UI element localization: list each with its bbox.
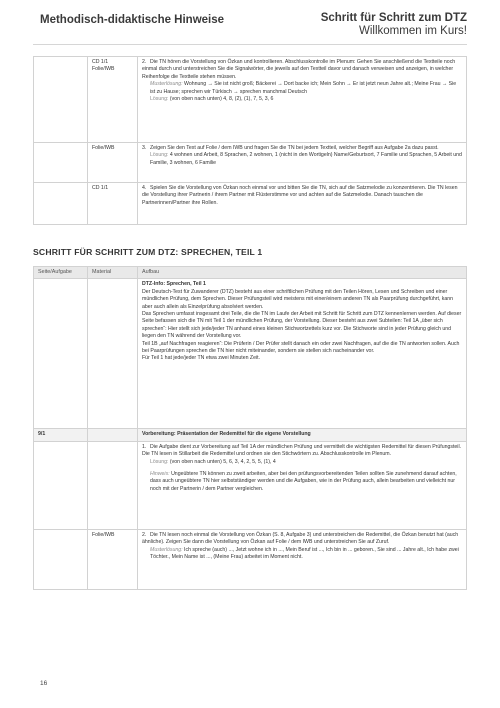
- dtz-info-title: DTZ-Info: Sprechen, Teil 1: [142, 281, 206, 288]
- muster-label: Musterlösung:: [150, 546, 183, 553]
- material-cell: [88, 279, 138, 429]
- header-right: [321, 12, 467, 38]
- material-label: CD 1/1: [92, 185, 109, 191]
- loesung-label: Lösung:: [150, 152, 169, 159]
- header-divider: [33, 44, 467, 45]
- material-cell: [88, 429, 138, 441]
- page-cell: [34, 441, 88, 529]
- material-label: Folie/IWB: [92, 66, 115, 73]
- table-row: [34, 441, 467, 529]
- muster-label: Musterlösung:: [150, 81, 183, 88]
- content-cell: [138, 441, 467, 529]
- page-cell: 9/1: [34, 429, 88, 441]
- hinweis-label: Hinweis:: [150, 471, 170, 478]
- step-text: Die Aufgabe dient zur Vorbereitung auf Teil 1A der mündlichen Prüfung und vermittelt die wichtigsten Redemittel für diesen Prüfungsteil. Die TN lesen in Stillarbeit die Redemittel und ordnen sie den Stichwörtern zu. Abschlusskontrolle im Plenum.: [142, 443, 462, 458]
- column-header: Seite/Aufgabe: [34, 267, 88, 279]
- top-table: [33, 56, 467, 225]
- loesung-text: (von oben nach unten) 4, 8, (2), (1), 7, 5, 3, 6: [169, 96, 274, 103]
- dtz-info-paragraph: Teil 1B „auf Nachfragen reagieren“: Die Prüferin / Der Prüfer stellt danach ein oder zwei Nachfragen, auf die die TN antworten sollen. Auch bei Paarprüfungen sprechen die TN hier nicht miteinander, sondern sie stellen sich nacheinander vor.: [142, 340, 460, 355]
- muster-text: Ich spreche (auch) ..., Jetzt wohne ich in ..., Mein Beruf ist ..., Ich bin in ... geboren., Sie sind ... Jahre alt., Ich habe zwei Töchter., Mein Name ist ..., (Meine Frau) arbeitet im Moment nicht.: [150, 546, 459, 561]
- content-cell: [138, 529, 467, 589]
- step-number: 3.: [142, 145, 147, 151]
- step-number: 2.: [142, 59, 147, 65]
- loesung-label: Lösung:: [150, 96, 169, 103]
- bottom-table: [33, 266, 467, 590]
- page-cell: [34, 57, 88, 143]
- material-cell: [88, 57, 138, 143]
- table-row: [34, 57, 467, 143]
- table-row: [34, 529, 467, 589]
- page-cell: [34, 529, 88, 589]
- dtz-info-paragraph: Der Deutsch-Test für Zuwanderer (DTZ) besteht aus einer schriftlichen Prüfung mit den Teilen Hören, Lesen und Schreiben und einer mündlichen Prüfung, dem Sprechen. Dieser Prüfungsteil wird meistens mit einer/einem anderen TN als Paarprüfung durchgeführt, kann aber auch allein als Einzelprüfung absolviert werden.: [142, 288, 454, 310]
- table-row: [34, 279, 467, 429]
- material-label: CD 1/1: [92, 59, 109, 65]
- content-cell: [138, 143, 467, 183]
- step-text: Spielen Sie die Vorstellung von Özkan noch einmal vor und bitten Sie die TN, sich auf die Satzmelodie zu konzentrieren. Die TN lesen die Vorstellung ihrer Partnerin / ihrem Partner mit Flüsterstimme vor und achten auf die Satzmelodie. Danach tauschen die Partnerinnen/Partner ihre Rollen.: [142, 185, 458, 206]
- content-cell: [138, 183, 467, 225]
- material-cell: [88, 143, 138, 183]
- header-left-title: Methodisch-didaktische Hinweise: [40, 14, 225, 26]
- material-label: Folie/IWB: [92, 145, 115, 151]
- section-row-title: Vorbereitung: Präsentation der Redemittel für die eigene Vorstellung: [138, 429, 467, 441]
- page-cell: [34, 183, 88, 225]
- step-number: 2.: [142, 531, 147, 538]
- dtz-info-paragraph: Für Teil 1 hat jede/jeder TN etwa zwei Minuten Zeit.: [142, 355, 261, 362]
- dtz-info-paragraph: Das Sprechen umfasst insgesamt drei Teile, die die TN im Laufe der Arbeit mit Schritt für Schritt zum DTZ kennenlernen werden. Auf dieser Seite befassen sich die TN mit Teil 1 der mündlichen Prüfung, der Vorstellung. Dieser besteht aus zwei Subteilen: Teil 1A „über sich sprechen“: Hier stellt sich jede/jeder TN anhand eines kleinen Stichwortzettels kurz vor. Die Stichworte sind in jeder Prüfung gleich und liegen den TN während der Vorstellung vor.: [142, 311, 462, 340]
- material-cell: [88, 441, 138, 529]
- page-cell: [34, 279, 88, 429]
- table-row: [34, 143, 467, 183]
- content-cell: [138, 57, 467, 143]
- table-header-row: [34, 267, 467, 279]
- section-row: [34, 429, 467, 441]
- hinweis-text: Ungeübtere TN können zu zweit arbeiten, aber bei den prüfungsvorbereitenden Teilen sollten Sie zunehmend darauf achten, dass auch ungeübtere TN hier selbstständiger werden und die Aufgaben, wie in der Prüfung auch, allein bearbeiten und vielleicht nur noch mit der Partnerin / dem Partner vergleichen.: [150, 471, 457, 492]
- dtz-info-cell: [138, 279, 467, 429]
- loesung-label: Lösung:: [150, 458, 169, 465]
- column-header: Material: [88, 267, 138, 279]
- section-title: SCHRITT FÜR SCHRITT ZUM DTZ: SPRECHEN, TEIL 1: [33, 247, 263, 257]
- material-cell: Folie/IWB: [88, 529, 138, 589]
- muster-text: Wohnung → Sie ist nicht groß; Bäckerei → Dort backe ich; Mein Sohn → Er ist jetzt neun Jahre alt.; Meine Frau → Sie ist zu Hause; sprechen wir Türkisch → sprechen manchmal Deutsch: [150, 81, 457, 95]
- page-number: 16: [40, 680, 48, 687]
- header-right-subtitle: Willkommen im Kurs!: [359, 25, 467, 37]
- column-header: Aufbau: [138, 267, 467, 279]
- loesung-text: (von oben nach unten) 5, 6, 3, 4, 2, 5, 5, (1), 4: [169, 458, 276, 465]
- step-number: 1.: [142, 443, 147, 450]
- step-number: 4.: [142, 185, 147, 191]
- step-text: Zeigen Sie den Text auf Folie / dem IWB und fragen Sie die TN bei jedem Textteil, welcher Begriff aus Aufgabe 2a dazu passt.: [150, 145, 439, 151]
- material-cell: [88, 183, 138, 225]
- loesung-text: 4 wohnen und Arbeit, 8 Sprachen, 2 wohnen, 1 (nicht in den Wortigeln) Name/Geburtsort, 7 Familie und Sprachen, 5 Arbeit und Familie, 3 wohnen, 6 Familie: [150, 152, 462, 166]
- step-text: Die TN hören die Vorstellung von Özkan und kontrollieren. Abschlusskontrolle im Plenum: Gehen Sie anschließend die Textteile noch einmal durch und unterstreichen Sie die Signalwörter, die jeweils auf den Textteil davor und danach verweisen und anzeigen, in welcher Reihenfolge die Textteile stehen müssen.: [142, 59, 456, 80]
- step-text: Die TN lesen noch einmal die Vorstellung von Özkan (S. 8, Aufgabe 3) und unterstreichen die Redemittel, die Özkan benutzt hat (auch ähnliche). Zeigen Sie dann die Vorstellung von Özkan auf Folie / dem IWB und unterstreichen Sie auf Zuruf.: [142, 531, 459, 546]
- page-cell: [34, 143, 88, 183]
- header-right-title: Schritt für Schritt zum DTZ: [320, 12, 467, 24]
- table-row: [34, 183, 467, 225]
